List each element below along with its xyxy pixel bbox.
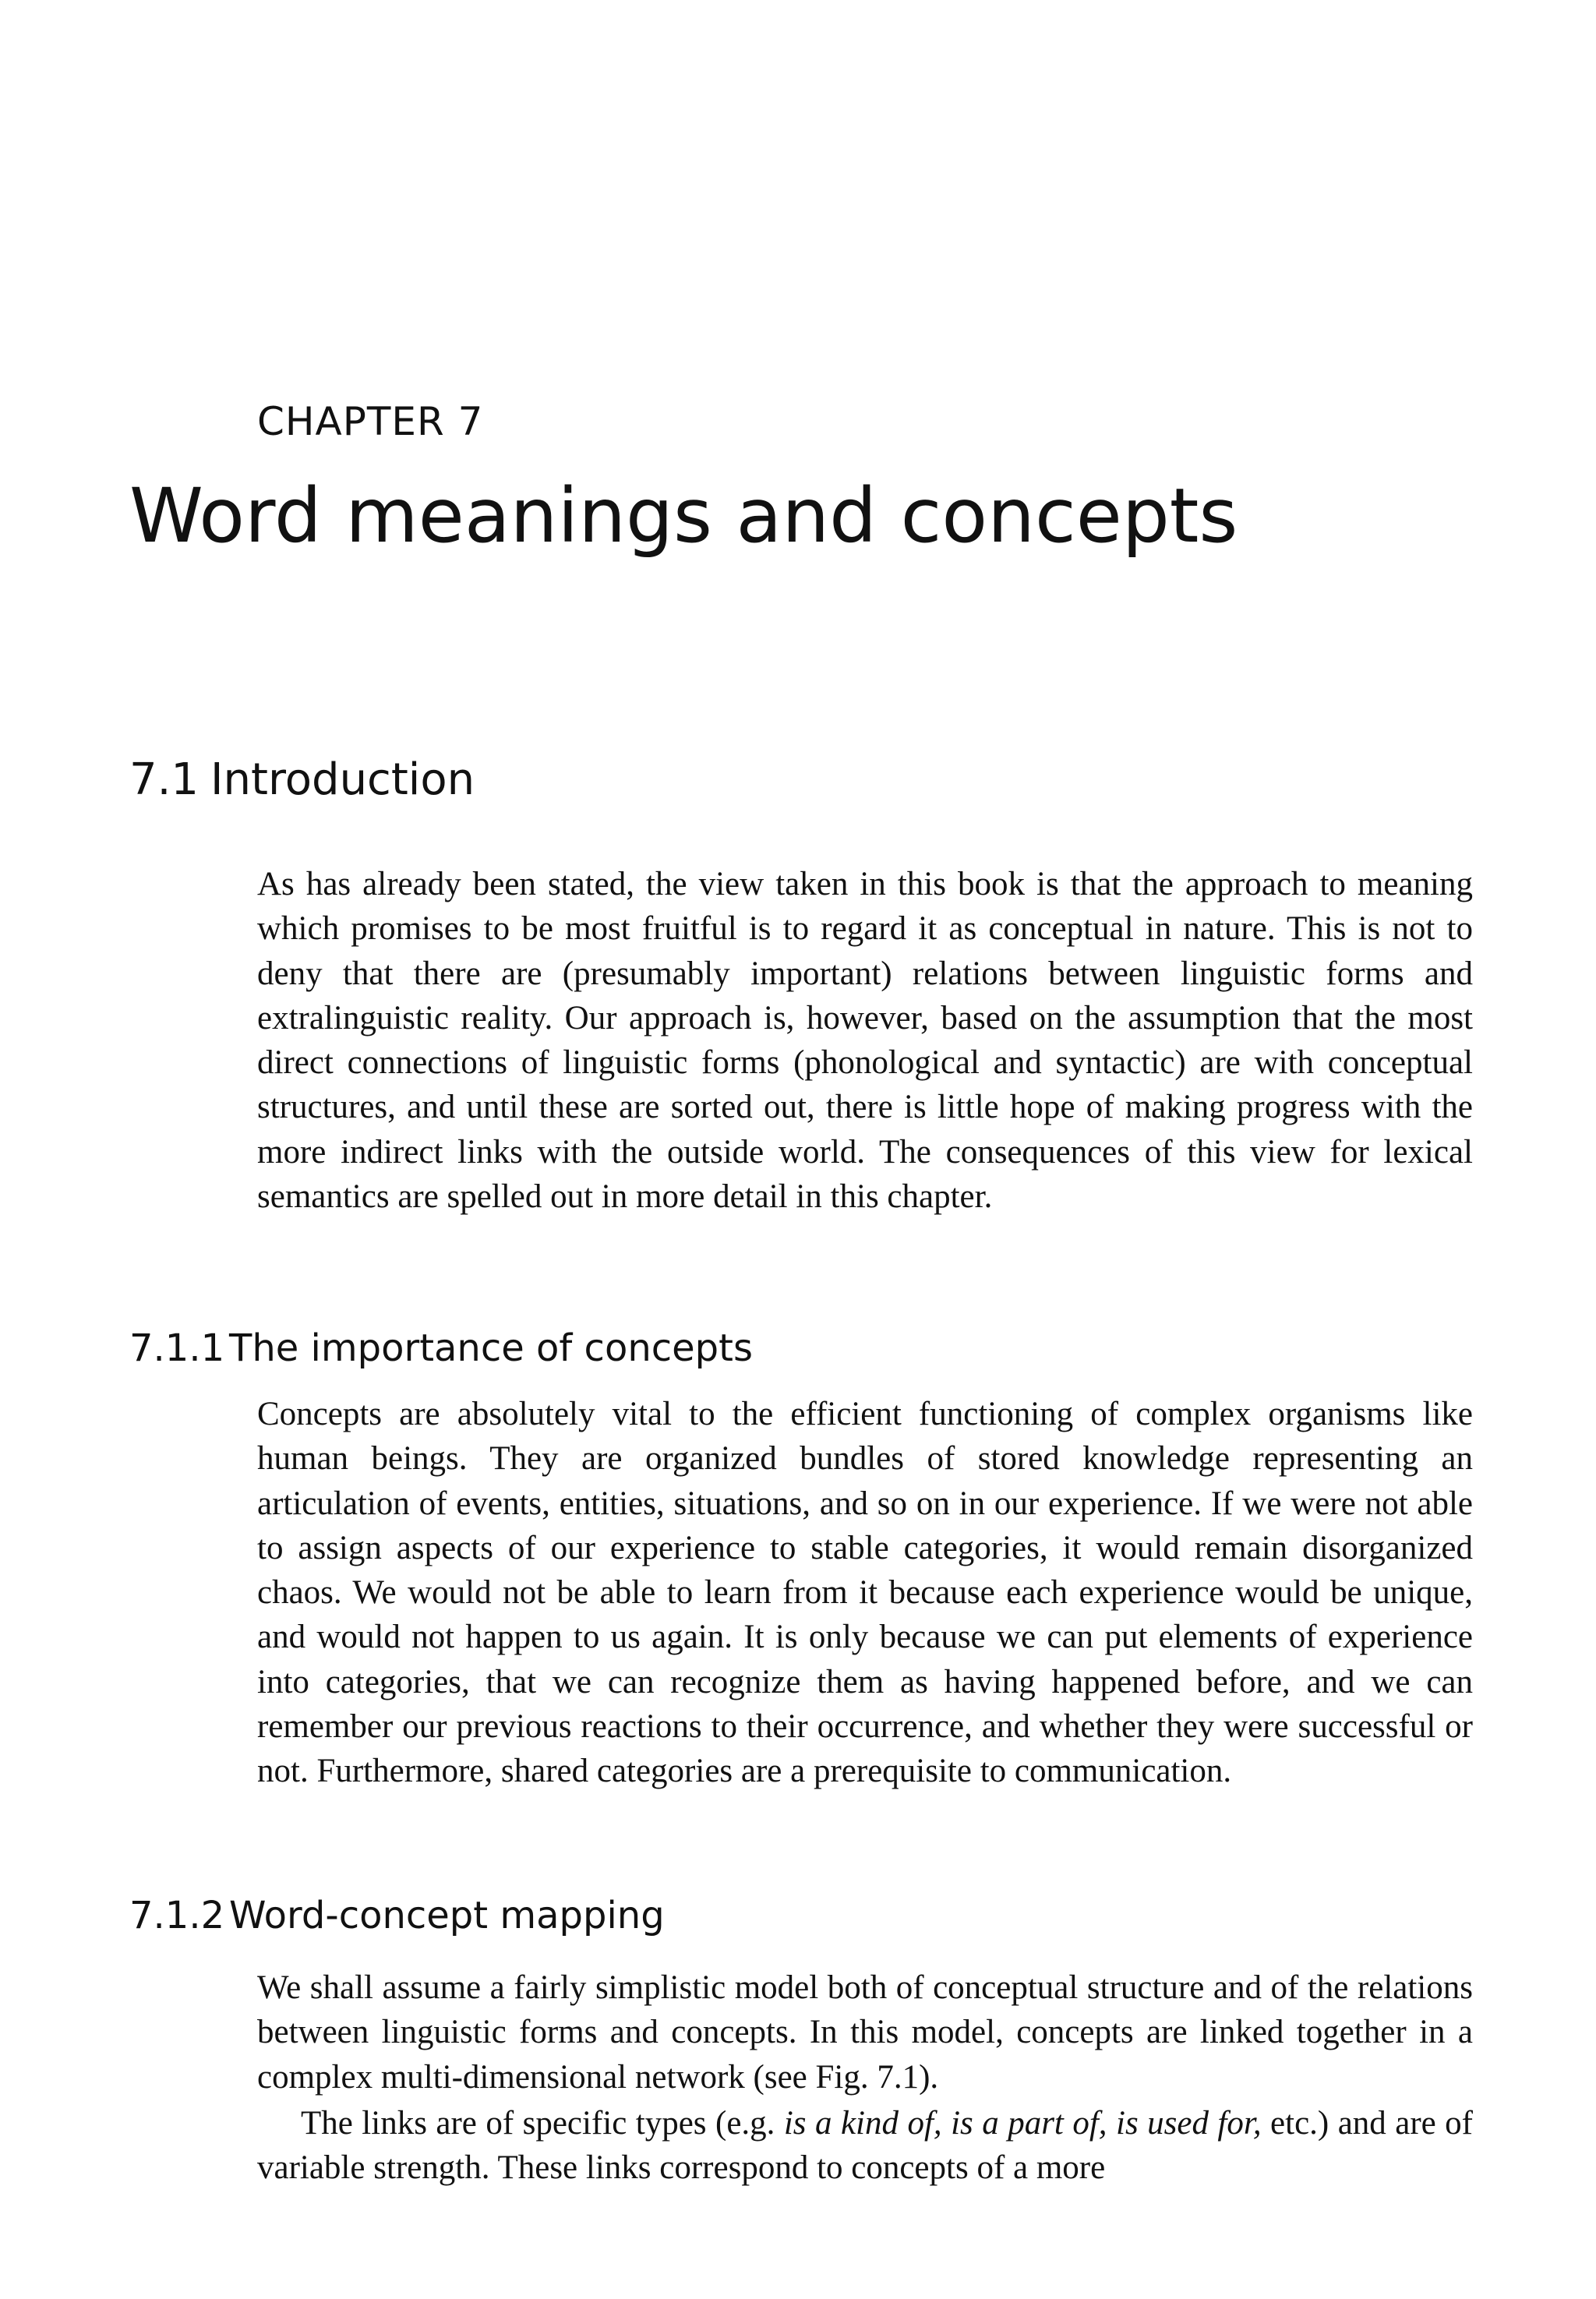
example-relation: is a kind of,: [783, 2105, 942, 2142]
section-paragraph: As has already been stated, the view taken in this book is that the approach to meaning which promises to be most fruitful is to regard it as conceptual in nature. This is not to deny that there are (presumably important) relations between linguistic forms and extralinguistic reality. Our approach is, however, based on the assumption that the most direct connections of linguistic forms (phonological and syntactic) are with conceptual structures, and until these are sorted out, there is little hope of making progress with the more indirect links with the outside world. The consequences of this view for lexical semantics are spelled out in more detail in this chapter.: [257, 866, 1473, 1216]
section-title: Introduction: [210, 754, 475, 805]
subsection-title: Word-concept mapping: [229, 1894, 665, 1937]
subsection-number: 7.1.2: [129, 1894, 225, 1937]
section-heading-7-1: [129, 754, 475, 805]
subsection-heading-7-1-2: [129, 1894, 665, 1937]
subsection-title: The importance of concepts: [229, 1326, 753, 1370]
subsection-paragraph: Concepts are absolutely vital to the efficient functioning of complex organisms like human beings. They are organized bundles of stored knowledge representing an articulation of events, entities, situations, and so on in our experience. If we were not able to assign aspects of our experience to stable categories, it would remain disorganized chaos. We would not be able to learn from it because each experience would be unique, and would not happen to us again. It is only because we can put elements of experience into categories, that we can recognize them as having happened before, and we can remember our previous reactions to their occurrence, and whether they were successful or not. Furthermore, shared categories are a prerequisite to communication.: [257, 1396, 1473, 1790]
chapter-label: CHAPTER 7: [257, 399, 484, 444]
paragraph-text: The links are of specific types (e.g.: [301, 2105, 784, 2142]
subsection-heading-7-1-1: [129, 1326, 753, 1370]
paragraph-text: etc.) and are of variable strength. These links correspond to concepts of a more: [257, 2105, 1474, 2187]
subsection-number: 7.1.1: [129, 1326, 225, 1370]
example-relation: is a part of,: [951, 2105, 1107, 2142]
subsection-paragraph-continued: [257, 2101, 1473, 2191]
section-number: 7.1: [129, 754, 200, 805]
subsection-paragraph: We shall assume a fairly simplistic model both of conceptual structure and of the relations between linguistic forms and concepts. In this model, concepts are linked together in a complex multi-dimensional network (see Fig. 7.1).: [257, 1969, 1473, 2096]
example-relation: is used for,: [1116, 2105, 1262, 2142]
chapter-title: Word meanings and concepts: [129, 472, 1238, 560]
